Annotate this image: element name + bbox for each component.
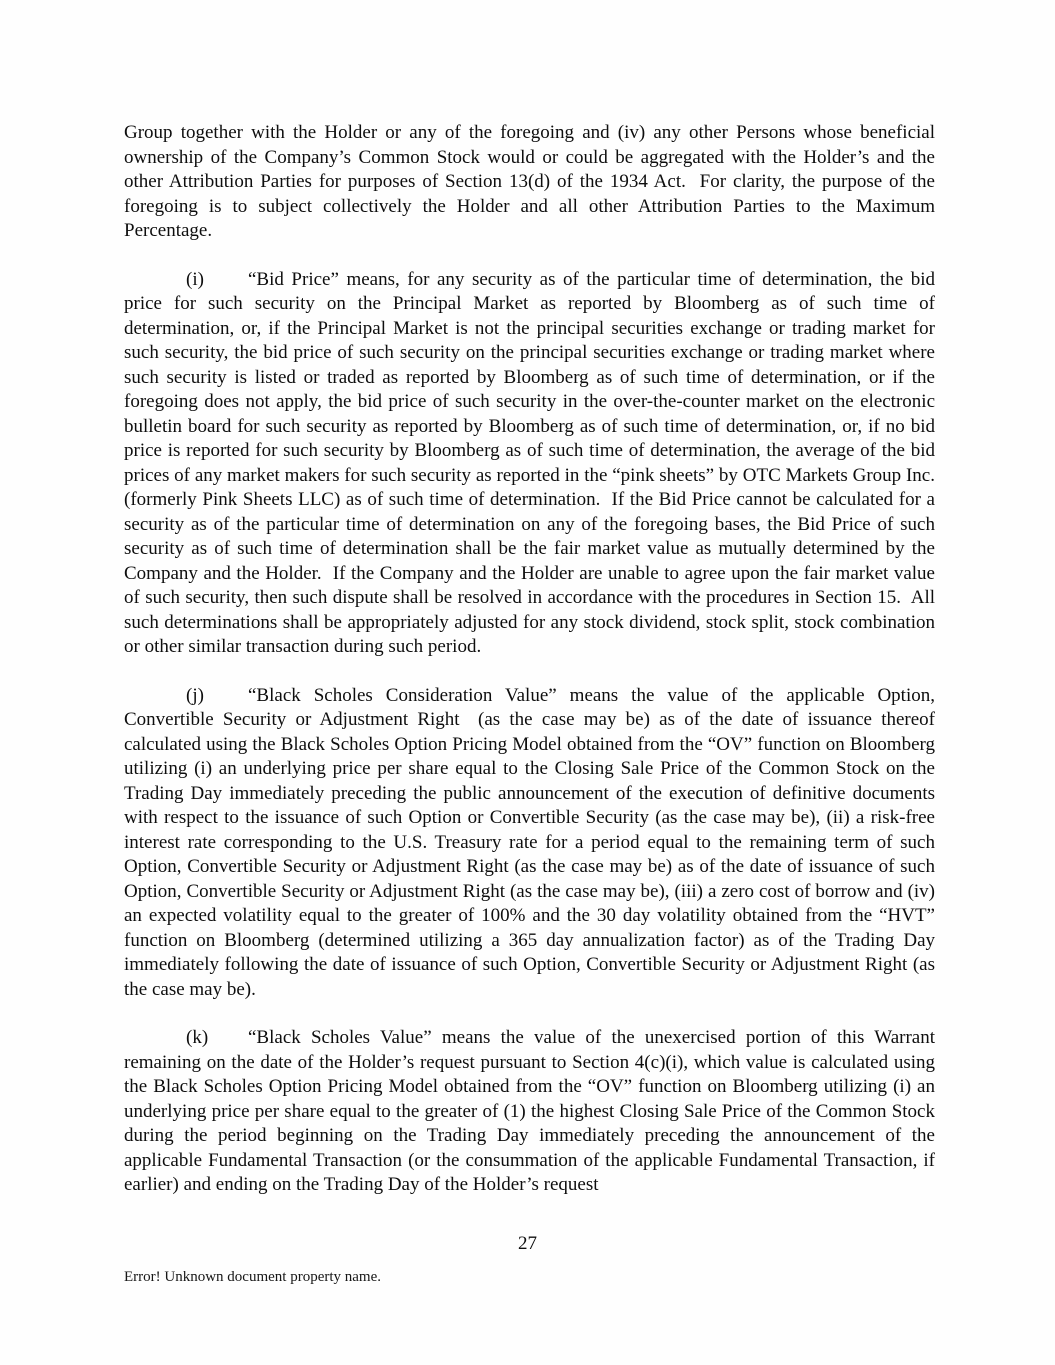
paragraph-attribution-parties — [124, 121, 935, 244]
paragraph-label: (j) — [186, 684, 204, 706]
paragraph-text: “Bid Price” means, for any security as of the particular time of determination, the bid price for such security on the Principal Market as reported by Bloomberg as of such time of determination, or, if the Principal Market is not the principal securities exchange or trading market for such security, the bid price of such security on the principal securities exchange or trading market where such security is listed or traded as reported by Bloomberg as of such time of determination, or if the foregoing does not apply, the bid price of such security in the over-the-counter market on the electronic bulletin board for such security as reported by Bloomberg as of such time of determination, or, if no bid price is reported for such security by Bloomberg as of such time of determination, the average of the bid prices of any market makers for such security as reported in the “pink sheets” by OTC Markets Group Inc. (formerly Pink Sheets LLC) as of such time of determination. If the Bid Price cannot be calculated for a security as of the particular time of determination on any of the foregoing bases, the Bid Price of such security as of such time of determination shall be the fair market value as mutually determined by the Company and the Holder. If the Company and the Holder are unable to agree upon the fair market value of such security, then such dispute shall be resolved in accordance with the procedures in Section 15. All such determinations shall be appropriately adjusted for any stock dividend, stock split, stock combination or other similar transaction during such period. — [124, 268, 935, 657]
document-body — [124, 121, 935, 1198]
paragraph-label: (k) — [186, 1027, 209, 1048]
paragraph-text: Group together with the Holder or any of the foregoing and (iv) any other Persons whose beneficial ownership of the Company’s Common Stock would or could be aggregated with the Holder’s and the other Attribution Parties for purposes of Section 13(d) of the 1934 Act. For clarity, the purpose of the foregoing is to subject collectively the Holder and all other Attribution Parties to the Maximum Percentage. — [124, 122, 935, 241]
paragraph-black-scholes-consideration-value — [124, 684, 935, 1003]
paragraph-black-scholes-value — [124, 1026, 935, 1198]
paragraph-text: “Black Scholes Value” means the value of the unexercised portion of this Warrant remaining on the date of the Holder’s request pursuant to Section 4(c)(i), which value is calculated using the Black Scholes Option Pricing Model obtained from the “OV” function on Bloomberg utilizing (i) an underlying price per share equal to the greater of (1) the highest Closing Sale Price of the Common Stock during the period beginning on the Trading Day immediately preceding the announcement of the applicable Fundamental Transaction (or the consummation of the applicable Fundamental Transaction, if earlier) and ending on the Trading Day of the Holder’s request — [124, 1027, 935, 1195]
page-number: 27 — [518, 1233, 537, 1254]
footer-error-note: Error! Unknown document property name. — [124, 1269, 382, 1285]
paragraph-label: (i) — [186, 268, 204, 290]
paragraph-text: “Black Scholes Consideration Value” means the value of the applicable Option, Convertible Security or Adjustment Right (as the case may be) as of the date of issuance thereof calculated using the Black Scholes Option Pricing Model obtained from the “OV” function on Bloomberg utilizing (i) an underlying price per share equal to the Closing Sale Price of the Common Stock on the Trading Day immediately preceding the public announcement of the execution of definitive documents with respect to the issuance of such Option or Convertible Security (as the case may be), (ii) a risk-free interest rate corresponding to the U.S. Treasury rate for a period equal to the remaining term of such Option, Convertible Security or Adjustment Right (as the case may be) as of the date of issuance of such Option, Convertible Security or Adjustment Right (as the case may be), (iii) a zero cost of borrow and (iv) an expected volatility equal to the greater of 100% and the 30 day volatility obtained from the “HVT” function on Bloomberg (determined utilizing a 365 day annualization factor) as of the Trading Day immediately following the date of issuance of such Option, Convertible Security or Adjustment Right (as the case may be). — [124, 684, 935, 1000]
paragraph-bid-price — [124, 268, 935, 660]
